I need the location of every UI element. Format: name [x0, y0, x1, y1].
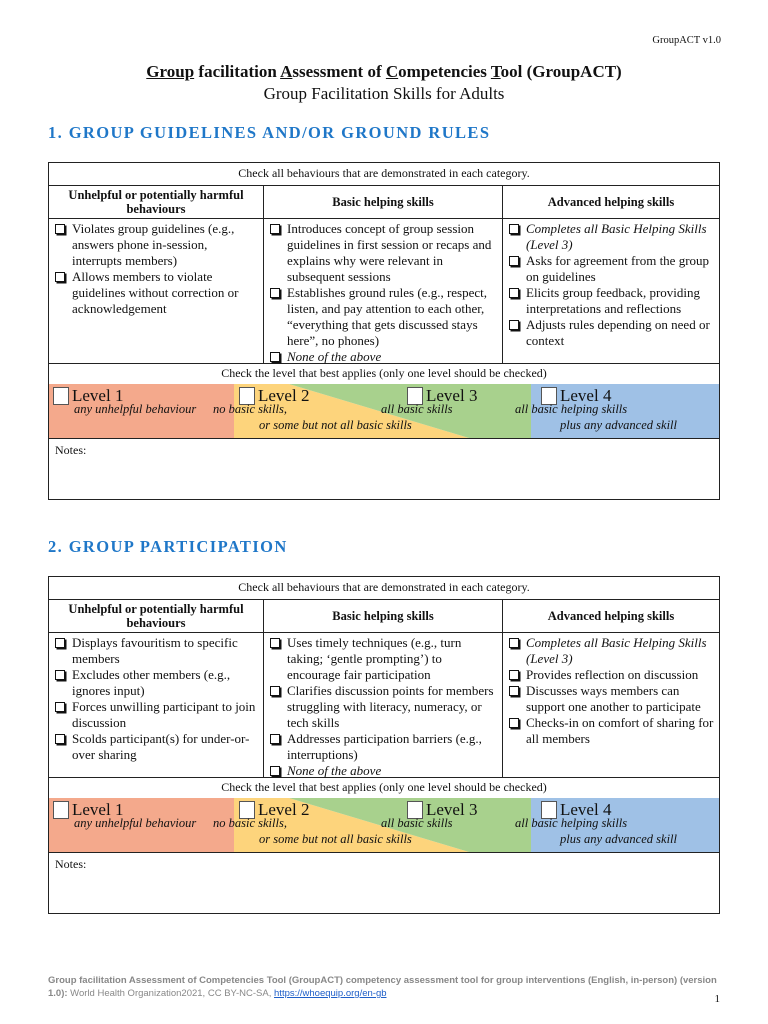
level-1-option[interactable]: Level 1: [53, 800, 123, 820]
behaviour-item[interactable]: Establishes ground rules (e.g., respect, listen, and pay attention to each other, “everything that gets discussed stays here”, no phones): [269, 285, 498, 349]
level-1-description: any unhelpful behaviour: [74, 816, 197, 830]
level-2-description-b: or some but not all basic skills: [259, 832, 412, 846]
unhelpful-column: [49, 600, 263, 777]
notes-label: Notes:: [55, 443, 87, 457]
footer-citation: Group facilitation Assessment of Competencies Tool (GroupACT) competency assessment tool for group interventions (English, in-person) (version 1.0): World Health Organization2021, CC BY-NC-SA, https://whoequip.org/en-gb: [48, 975, 717, 999]
checkbox-icon[interactable]: [509, 224, 519, 234]
behaviour-item[interactable]: Elicits group feedback, providing interpretations and reflections: [508, 285, 715, 317]
behaviour-item[interactable]: Addresses participation barriers (e.g., interruptions): [269, 731, 498, 763]
level-4-description-a: all basic helping skills: [515, 402, 628, 416]
section-1-table: [48, 162, 720, 500]
level-4-description-b: plus any advanced skill: [560, 832, 677, 846]
level-4-description-b: plus any advanced skill: [560, 418, 677, 432]
level-instruction: Check the level that best applies (only one level should be checked): [221, 780, 547, 794]
behaviour-item[interactable]: Displays favouritism to specific members: [54, 635, 259, 667]
checkbox-icon[interactable]: [509, 638, 519, 648]
level-1-checkbox[interactable]: [53, 801, 69, 819]
level-3-option[interactable]: Level 3: [407, 386, 477, 406]
behaviour-item[interactable]: Discusses ways members can support one another to participate: [508, 683, 715, 715]
document-subtitle: Group Facilitation Skills for Adults: [263, 84, 505, 103]
level-3-description: all basic skills: [381, 402, 453, 416]
document-title: Group facilitation Assessment of Competencies Tool (GroupACT): [146, 62, 622, 81]
checkbox-icon[interactable]: [270, 288, 280, 298]
advanced-column: [502, 600, 719, 777]
level-1-description: any unhelpful behaviour: [74, 402, 197, 416]
basic-column: [263, 600, 502, 777]
basic-header: Basic helping skills: [264, 600, 502, 633]
level-2-description-a: no basic skills,: [213, 816, 287, 830]
behaviour-item[interactable]: Violates group guidelines (e.g., answers phone in-session, interrupts members): [54, 221, 259, 269]
notes-label: Notes:: [55, 857, 87, 871]
behaviour-item[interactable]: Clarifies discussion points for members struggling with literacy, numeracy, or tech skills: [269, 683, 498, 731]
basic-header: Basic helping skills: [264, 186, 502, 219]
footer-link[interactable]: https://whoequip.org/en-gb: [274, 988, 387, 999]
advanced-column: [502, 186, 719, 363]
unhelpful-column: [49, 186, 263, 363]
checkbox-icon[interactable]: [55, 638, 65, 648]
behaviour-item[interactable]: Completes all Basic Helping Skills (Level 3): [508, 221, 715, 253]
level-2-description-b: or some but not all basic skills: [259, 418, 412, 432]
level-band: [49, 798, 719, 852]
version-label: GroupACT v1.0: [652, 35, 721, 46]
behaviour-item[interactable]: Forces unwilling participant to join discussion: [54, 699, 259, 731]
checkbox-icon[interactable]: [55, 272, 65, 282]
behaviour-instruction: Check all behaviours that are demonstrated in each category.: [49, 577, 719, 600]
level-1-option[interactable]: Level 1: [53, 386, 123, 406]
behaviour-item[interactable]: Checks-in on comfort of sharing for all members: [508, 715, 715, 747]
checkbox-icon[interactable]: [270, 686, 280, 696]
section-1-heading: 1. GROUP GUIDELINES AND/OR GROUND RULES: [48, 123, 491, 142]
level-4-option[interactable]: Level 4: [541, 386, 611, 406]
level-2-description-a: no basic skills,: [213, 402, 287, 416]
behaviour-item[interactable]: Adjusts rules depending on need or context: [508, 317, 715, 349]
checkbox-icon[interactable]: [270, 734, 280, 744]
notes-area[interactable]: [49, 852, 719, 917]
checkbox-icon[interactable]: [55, 702, 65, 712]
checkbox-icon[interactable]: [55, 224, 65, 234]
level-4-option[interactable]: Level 4: [541, 800, 611, 820]
checkbox-icon[interactable]: [270, 224, 280, 234]
level-1-checkbox[interactable]: [53, 387, 69, 405]
behaviour-item[interactable]: Provides reflection on discussion: [508, 667, 715, 683]
section-2-heading: 2. GROUP PARTICIPATION: [48, 537, 288, 556]
advanced-header: Advanced helping skills: [503, 186, 719, 219]
checkbox-icon[interactable]: [509, 670, 519, 680]
unhelpful-header: Unhelpful or potentially harmful behaviours: [49, 186, 263, 219]
notes-area[interactable]: [49, 438, 719, 503]
behaviour-item[interactable]: None of the above: [269, 763, 498, 779]
checkbox-icon[interactable]: [55, 670, 65, 680]
behaviour-instruction: Check all behaviours that are demonstrated in each category.: [49, 163, 719, 186]
behaviour-item[interactable]: None of the above: [269, 349, 498, 365]
level-instruction: Check the level that best applies (only one level should be checked): [221, 366, 547, 380]
level-2-option[interactable]: Level 2: [239, 800, 309, 820]
checkbox-icon[interactable]: [509, 320, 519, 330]
checkbox-icon[interactable]: [270, 352, 280, 362]
behaviour-item[interactable]: Uses timely techniques (e.g., turn taking; ‘gentle prompting’) to encourage fair participation: [269, 635, 498, 683]
level-band: [49, 384, 719, 438]
level-2-option[interactable]: Level 2: [239, 386, 309, 406]
checkbox-icon[interactable]: [509, 256, 519, 266]
section-2-table: [48, 576, 720, 914]
checkbox-icon[interactable]: [509, 718, 519, 728]
behaviour-item[interactable]: Allows members to violate guidelines without correction or acknowledgement: [54, 269, 259, 317]
behaviour-item[interactable]: Completes all Basic Helping Skills (Level 3): [508, 635, 715, 667]
checkbox-icon[interactable]: [270, 638, 280, 648]
behaviour-item[interactable]: Scolds participant(s) for under-or-over sharing: [54, 731, 259, 763]
behaviour-item[interactable]: Introduces concept of group session guidelines in first session or recaps and explains why were relevant in subsequent sessions: [269, 221, 498, 285]
checkbox-icon[interactable]: [55, 734, 65, 744]
behaviour-item[interactable]: Asks for agreement from the group on guidelines: [508, 253, 715, 285]
behaviour-item[interactable]: Excludes other members (e.g., ignores input): [54, 667, 259, 699]
checkbox-icon[interactable]: [270, 766, 280, 776]
page-number: 1: [714, 993, 720, 1005]
level-3-option[interactable]: Level 3: [407, 800, 477, 820]
level-4-description-a: all basic helping skills: [515, 816, 628, 830]
checkbox-icon[interactable]: [509, 288, 519, 298]
checkbox-icon[interactable]: [509, 686, 519, 696]
unhelpful-header: Unhelpful or potentially harmful behaviours: [49, 600, 263, 633]
basic-column: [263, 186, 502, 363]
level-3-description: all basic skills: [381, 816, 453, 830]
advanced-header: Advanced helping skills: [503, 600, 719, 633]
